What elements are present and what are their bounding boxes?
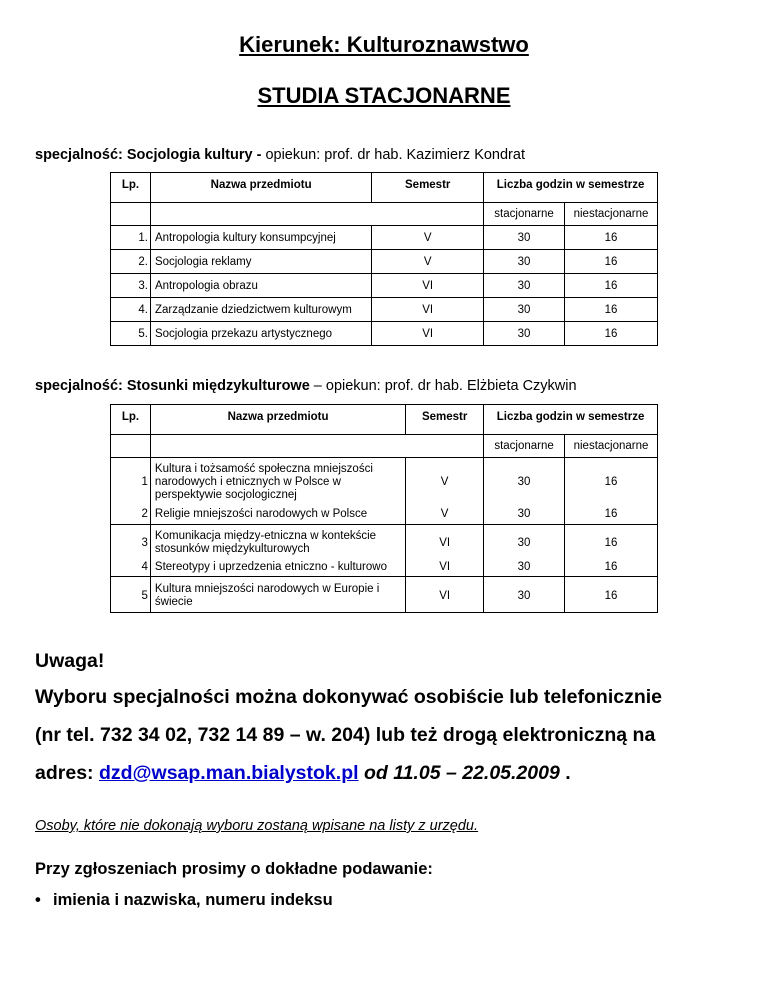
row-semester: VI: [372, 274, 484, 298]
header-hours: Liczba godzin w semestrze: [484, 405, 658, 435]
row-stacjonarne: 30: [484, 505, 565, 525]
row-stacjonarne: 30: [484, 274, 565, 298]
row-lp: 2: [111, 505, 151, 525]
page-title: Kierunek: Kulturoznawstwo: [239, 32, 529, 57]
spec1-line: [35, 147, 525, 163]
row-name: Kultura i tożsamość społeczna mniejszości narodowych i etnicznych w Polsce w perspektywie socjologicznej: [150, 458, 405, 505]
row-semester: VI: [406, 525, 484, 559]
row-stacjonarne: 30: [484, 559, 565, 577]
table-row: [111, 250, 658, 274]
table-row: [111, 274, 658, 298]
header-blank: [111, 435, 151, 458]
header-semester: Semestr: [372, 173, 484, 203]
header-hours: Liczba godzin w semestrze: [484, 173, 658, 203]
header-blank: [150, 435, 483, 458]
page-subtitle: STUDIA STACJONARNE: [257, 83, 511, 108]
row-niestacjonarne: 16: [565, 505, 658, 525]
warning-text: Osoby, które nie dokonają wyboru zostaną wpisane na listy z urzędu.: [35, 818, 479, 834]
row-lp: 3.: [111, 274, 151, 298]
row-stacjonarne: 30: [484, 458, 565, 505]
table-row: [111, 226, 658, 250]
request-heading: Przy zgłoszeniach prosimy o dokładne podawanie:: [35, 860, 433, 878]
header-lp: Lp.: [111, 173, 151, 203]
row-name: Socjologia przekazu artystycznego: [150, 322, 371, 346]
address-suffix: .: [559, 762, 571, 784]
header-stacjonarne: stacjonarne: [484, 203, 565, 226]
row-lp: 5.: [111, 322, 151, 346]
row-semester: V: [406, 458, 484, 505]
list-item: [35, 891, 333, 910]
row-niestacjonarne: 16: [565, 458, 658, 505]
row-niestacjonarne: 16: [565, 322, 658, 346]
subjects-table-1: [110, 172, 658, 346]
row-semester: V: [406, 505, 484, 525]
row-niestacjonarne: 16: [565, 298, 658, 322]
table-row: [111, 505, 658, 525]
header-stacjonarne: stacjonarne: [484, 435, 565, 458]
row-niestacjonarne: 16: [565, 559, 658, 577]
subjects-table-2: [110, 404, 658, 613]
row-niestacjonarne: 16: [565, 274, 658, 298]
row-niestacjonarne: 16: [565, 577, 658, 613]
row-stacjonarne: 30: [484, 250, 565, 274]
row-niestacjonarne: 16: [565, 525, 658, 559]
row-semester: VI: [406, 559, 484, 577]
table-row: [111, 559, 658, 577]
request-item: imienia i nazwiska, numeru indeksu: [53, 891, 333, 909]
row-niestacjonarne: 16: [565, 226, 658, 250]
header-lp: Lp.: [111, 405, 151, 435]
row-semester: VI: [372, 322, 484, 346]
row-name: Zarządzanie dziedzictwem kulturowym: [150, 298, 371, 322]
row-semester: VI: [372, 298, 484, 322]
row-semester: VI: [406, 577, 484, 613]
dates: od 11.05 – 22.05.2009: [358, 762, 560, 784]
row-niestacjonarne: 16: [565, 250, 658, 274]
row-stacjonarne: 30: [484, 525, 565, 559]
row-stacjonarne: 30: [484, 226, 565, 250]
bullet-icon: •: [35, 891, 41, 909]
row-name: Komunikacja między-etniczna w kontekście stosunków międzykulturowych: [150, 525, 405, 559]
row-name: Religie mniejszości narodowych w Polsce: [150, 505, 405, 525]
header-blank: [111, 203, 151, 226]
header-semester: Semestr: [406, 405, 484, 435]
row-name: Stereotypy i uprzedzenia etniczno - kulturowo: [150, 559, 405, 577]
notice-line-1: Wyboru specjalności można dokonywać osobiście lub telefonicznie: [35, 686, 663, 708]
email-link[interactable]: dzd@wsap.man.bialystok.pl: [98, 762, 359, 784]
row-lp: 5: [111, 577, 151, 613]
header-blank: [150, 203, 483, 226]
row-lp: 1.: [111, 226, 151, 250]
spec2-line: [35, 378, 577, 394]
notice-heading: Uwaga!: [35, 650, 105, 672]
row-semester: V: [372, 250, 484, 274]
header-name: Nazwa przedmiotu: [150, 173, 371, 203]
row-lp: 4: [111, 559, 151, 577]
header-niestacjonarne: niestacjonarne: [565, 203, 658, 226]
spec2-label: specjalność: Stosunki międzykulturowe: [35, 378, 310, 394]
address-label: adres:: [35, 762, 99, 784]
table-row: [111, 458, 658, 505]
table-row: [111, 577, 658, 613]
spec1-guardian: opiekun: prof. dr hab. Kazimierz Kondrat: [261, 147, 525, 163]
spec2-guardian: – opiekun: prof. dr hab. Elżbieta Czykwin: [309, 378, 577, 394]
notice-line-2: (nr tel. 732 34 02, 732 14 89 – w. 204) lub też drogą elektroniczną na: [35, 724, 656, 746]
notice-line-3: [35, 762, 571, 785]
row-name: Kultura mniejszości narodowych w Europie i świecie: [150, 577, 405, 613]
row-name: Antropologia obrazu: [150, 274, 371, 298]
row-lp: 1: [111, 458, 151, 505]
table-row: [111, 298, 658, 322]
spec1-label: specjalność: Socjologia kultury -: [35, 147, 262, 163]
row-semester: V: [372, 226, 484, 250]
header-niestacjonarne: niestacjonarne: [565, 435, 658, 458]
row-lp: 4.: [111, 298, 151, 322]
row-stacjonarne: 30: [484, 298, 565, 322]
row-stacjonarne: 30: [484, 577, 565, 613]
table-row: [111, 322, 658, 346]
header-name: Nazwa przedmiotu: [150, 405, 405, 435]
row-lp: 3: [111, 525, 151, 559]
row-lp: 2.: [111, 250, 151, 274]
row-name: Socjologia reklamy: [150, 250, 371, 274]
row-name: Antropologia kultury konsumpcyjnej: [150, 226, 371, 250]
row-stacjonarne: 30: [484, 322, 565, 346]
table-row: [111, 525, 658, 559]
